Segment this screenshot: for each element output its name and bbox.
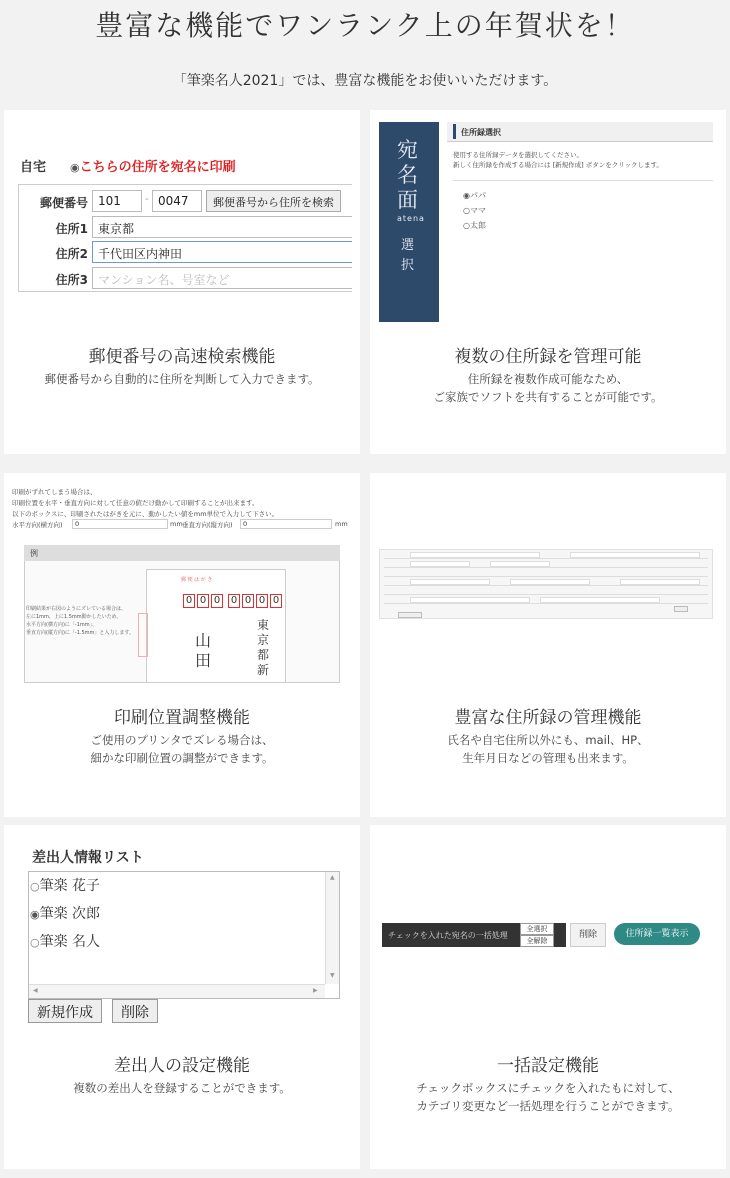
recipient-name-2: 田 bbox=[195, 651, 212, 670]
select-all-button[interactable]: 全選択 bbox=[520, 923, 554, 935]
postcard-header: 郵 便 は が き bbox=[181, 577, 213, 583]
sender-item-meijin[interactable]: ○筆楽 名人 bbox=[30, 934, 101, 950]
postal-digit-box: 0 bbox=[228, 594, 240, 608]
heading-accent bbox=[453, 124, 456, 139]
postal-digit-box: 0 bbox=[183, 594, 195, 608]
card-description: チェックボックスにチェックを入れたもに対して、 カテゴリ変更など一括処理を行うことができます。 bbox=[416, 1081, 680, 1113]
postal-digit-box: 0 bbox=[197, 594, 209, 608]
sender-item-jiro[interactable]: ◉筆楽 次郎 bbox=[30, 906, 101, 922]
home-label: 自宅 bbox=[20, 160, 47, 175]
scroll-left-icon[interactable]: ◀ bbox=[33, 987, 38, 994]
address-book-option-mama[interactable]: ○ママ bbox=[463, 206, 486, 215]
sender-list-screenshot bbox=[28, 845, 344, 1025]
field-placeholder[interactable] bbox=[410, 552, 540, 558]
sidebar-select: 選択 bbox=[401, 238, 415, 273]
vertical-scrollbar[interactable] bbox=[325, 872, 339, 984]
intro-line-1: 印刷がずれてしまう場合は、 bbox=[12, 488, 97, 496]
card-title: 印刷位置調整機能 bbox=[114, 708, 250, 728]
address-book-option-papa[interactable]: ◉パパ bbox=[463, 191, 486, 200]
horizontal-label: 水平方向(横方向) bbox=[12, 521, 63, 529]
vertical-label: 垂直方向(縦方向) bbox=[182, 521, 233, 529]
page-title: 豊富な機能でワンランク上の年賀状を！ bbox=[95, 9, 635, 42]
divider bbox=[453, 180, 713, 181]
vertical-input[interactable]: 0 bbox=[240, 519, 332, 529]
instruction-2: 新しく住所録を作成する場合には [新規作成] ボタンをクリックします。 bbox=[453, 161, 663, 169]
intro-line-2: 印刷位置を水平・垂直方向に対して任意の値だけ動かして印刷することが出来ます。 bbox=[12, 499, 259, 507]
address-book-option-taro[interactable]: ○太郎 bbox=[463, 221, 486, 230]
horizontal-scrollbar[interactable] bbox=[29, 984, 325, 998]
postal-label: 郵便番号 bbox=[39, 196, 88, 210]
feature-card-address-management bbox=[370, 473, 726, 817]
card-title: 一括設定機能 bbox=[497, 1056, 599, 1076]
example-text-2: 左に1mm、上に1.5mm動かしたいため、 bbox=[26, 614, 122, 620]
example-label: 例 bbox=[30, 549, 38, 558]
misaligned-edge bbox=[138, 613, 148, 657]
recipient-name-1: 山 bbox=[195, 631, 212, 650]
postal-digit-box: 0 bbox=[256, 594, 268, 608]
delete-sender-button[interactable]: 削除 bbox=[112, 999, 158, 1023]
form-row-line bbox=[384, 567, 708, 568]
card-title: 差出人の設定機能 bbox=[114, 1056, 250, 1076]
recipient-address-vertical: 東京都新 bbox=[257, 618, 270, 677]
sidebar-sub: atena bbox=[397, 214, 425, 223]
new-sender-button[interactable]: 新規作成 bbox=[28, 999, 102, 1023]
heading-bar bbox=[447, 122, 713, 142]
address3-label: 住所3 bbox=[55, 273, 88, 287]
batch-label: チェックを入れた宛名の一括処理 bbox=[388, 931, 508, 940]
scroll-down-icon[interactable]: ▼ bbox=[330, 972, 335, 979]
address1-label: 住所1 bbox=[55, 222, 88, 236]
address3-field[interactable]: マンション名、号室など bbox=[92, 267, 352, 289]
form-row-line bbox=[384, 594, 708, 595]
postal-digit-box: 0 bbox=[242, 594, 254, 608]
address-book-heading: 住所録選択 bbox=[461, 128, 501, 137]
feature-card-multiple-address-books bbox=[370, 110, 726, 454]
address2-label: 住所2 bbox=[55, 247, 88, 261]
form-row-line bbox=[384, 558, 708, 559]
form-row-line bbox=[384, 585, 708, 586]
scroll-right-icon[interactable]: ▶ bbox=[313, 987, 318, 994]
print-address-radio[interactable]: ◉こちらの住所を宛名に印刷 bbox=[70, 160, 236, 175]
instruction-1: 使用する住所録データを選択してください。 bbox=[453, 151, 583, 159]
scroll-up-icon[interactable]: ▲ bbox=[330, 874, 335, 881]
batch-delete-button[interactable]: 削除 bbox=[570, 923, 606, 947]
vertical-unit: mm bbox=[335, 520, 348, 528]
feature-card-sender-settings bbox=[4, 825, 360, 1169]
feature-card-print-position bbox=[4, 473, 360, 817]
example-text-4: 垂直方向(縦方向)に「-1.5mm」と入力します。 bbox=[26, 630, 135, 636]
card-description: 住所録を複数作成可能なため、 ご家族でソフトを共有することが可能です。 bbox=[433, 372, 663, 404]
address2-field[interactable]: 千代田区内神田 bbox=[92, 241, 352, 263]
print-position-screenshot bbox=[12, 485, 354, 685]
example-text-3: 水平方向(横方向)に「-1mm」、 bbox=[26, 622, 98, 628]
form-row-line bbox=[384, 576, 708, 577]
card-description: 郵便番号から自動的に住所を判断して入力できます。 bbox=[44, 372, 320, 386]
card-description: 氏名や自宅住所以外にも、mail、HP、 生年月日などの管理も出来ます。 bbox=[447, 733, 649, 765]
postal-search-screenshot bbox=[18, 150, 352, 295]
address-list-button[interactable]: 住所録一覧表示 bbox=[614, 923, 700, 945]
postal-code-field-2[interactable]: 0047 bbox=[152, 190, 202, 212]
page-subtitle: 「筆楽名人2021」では、豊富な機能をお使いいただけます。 bbox=[172, 73, 558, 89]
form-button[interactable] bbox=[398, 612, 422, 618]
address-detail-form-screenshot bbox=[379, 549, 713, 619]
sender-list-heading: 差出人情報リスト bbox=[32, 850, 144, 866]
field-placeholder[interactable] bbox=[410, 597, 530, 603]
field-placeholder[interactable] bbox=[410, 561, 470, 567]
postal-search-button[interactable]: 郵便番号から住所を検索 bbox=[206, 190, 341, 212]
horizontal-unit: mm bbox=[170, 520, 183, 528]
postal-digit-box: 0 bbox=[270, 594, 282, 608]
atena-sidebar bbox=[379, 122, 439, 322]
field-placeholder[interactable] bbox=[540, 597, 660, 603]
field-placeholder[interactable] bbox=[620, 579, 700, 585]
feature-card-postal-search bbox=[4, 110, 360, 454]
sender-item-hanako[interactable]: ○筆楽 花子 bbox=[30, 878, 101, 894]
address1-field[interactable]: 東京都 bbox=[92, 216, 352, 238]
example-header bbox=[24, 545, 340, 561]
card-title: 郵便番号の高速検索機能 bbox=[88, 347, 276, 367]
deselect-all-button[interactable]: 全解除 bbox=[520, 935, 554, 947]
card-description: 複数の差出人を登録することができます。 bbox=[73, 1081, 291, 1095]
field-placeholder[interactable] bbox=[510, 579, 590, 585]
intro-line-3: 以下のボックスに、印刷されたはがきを元に、動かしたい値をmm単位で入力して下さい。 bbox=[12, 510, 279, 518]
field-placeholder[interactable] bbox=[570, 552, 700, 558]
card-title: 複数の住所録を管理可能 bbox=[454, 347, 642, 367]
postal-code-field-1[interactable]: 101 bbox=[92, 190, 142, 212]
sidebar-title: 宛名面 bbox=[397, 138, 418, 212]
postal-digit-box: 0 bbox=[211, 594, 223, 608]
example-text-1: 印刷結果が右図のようにズレている場合は、 bbox=[26, 606, 127, 612]
postcard-preview bbox=[146, 569, 286, 683]
postal-dash: - bbox=[145, 194, 149, 205]
field-placeholder[interactable] bbox=[410, 579, 490, 585]
feature-card-batch-settings bbox=[370, 825, 726, 1169]
card-description: ご使用のプリンタでズレる場合は、 細かな印刷位置の調整ができます。 bbox=[90, 733, 274, 765]
form-row-line bbox=[384, 603, 708, 604]
card-title: 豊富な住所録の管理機能 bbox=[454, 708, 642, 728]
address-book-select-screenshot bbox=[379, 122, 713, 322]
field-placeholder[interactable] bbox=[490, 561, 550, 567]
horizontal-input[interactable]: 0 bbox=[72, 519, 168, 529]
form-button[interactable] bbox=[674, 606, 688, 612]
